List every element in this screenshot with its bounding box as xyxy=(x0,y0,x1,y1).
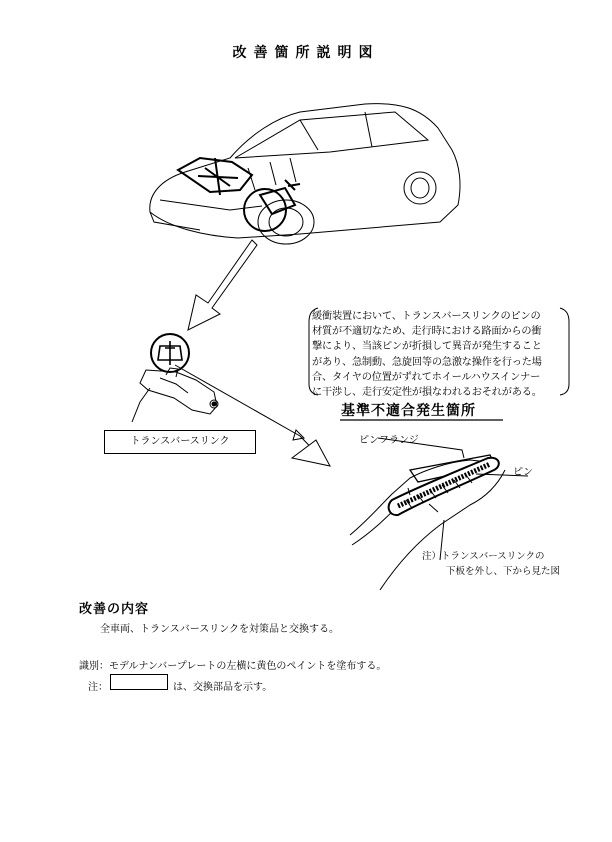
arrow-to-part xyxy=(188,240,257,330)
transverse-link-illustration xyxy=(132,334,218,422)
part-label-box xyxy=(104,430,256,454)
pin-flange-label: ピンフランジ xyxy=(359,435,419,446)
part-label: トランスバースリンク xyxy=(130,436,230,447)
improvement-heading: 改善の内容 xyxy=(79,602,150,617)
note-line: に干渉し、走行安定性が損なわれるおそれがある。 xyxy=(312,387,542,399)
defect-location-heading: 基準不適合発生箇所 xyxy=(341,403,476,419)
note-line: 撃により、当該ピンが折損して異音が発生すること xyxy=(312,341,542,353)
improvement-text: 全車両、トランスバースリンクを対策品と交換する。 xyxy=(100,624,339,635)
note-line: 材質が不適切なため、走行時における路面からの衝 xyxy=(312,326,542,338)
note-line: 合、タイヤの位置がずれてホイールハウスインナー xyxy=(312,371,541,383)
pin-label: ピン xyxy=(513,467,533,478)
view-note-line: 注）トランスバースリンクの xyxy=(422,551,545,562)
identification-text: 識別：モデルナンバープレートの左横に黄色のペイントを塗布する。 xyxy=(79,661,387,672)
note-line: 緩衝装置において、トランスバースリンクのピンの xyxy=(312,311,541,322)
car-illustration xyxy=(150,104,460,244)
view-note-line: 下板を外し、下から見た図 xyxy=(446,566,561,577)
legend-prefix: 注： xyxy=(88,682,108,693)
legend-text: は、交換部品を示す。 xyxy=(173,682,273,693)
page-title: 改善箇所説明図 xyxy=(232,45,380,61)
defect-description xyxy=(312,309,563,400)
note-line: があり、急制動、急旋回等の急激な操作を行った場 xyxy=(312,356,542,368)
legend-box xyxy=(110,674,168,690)
